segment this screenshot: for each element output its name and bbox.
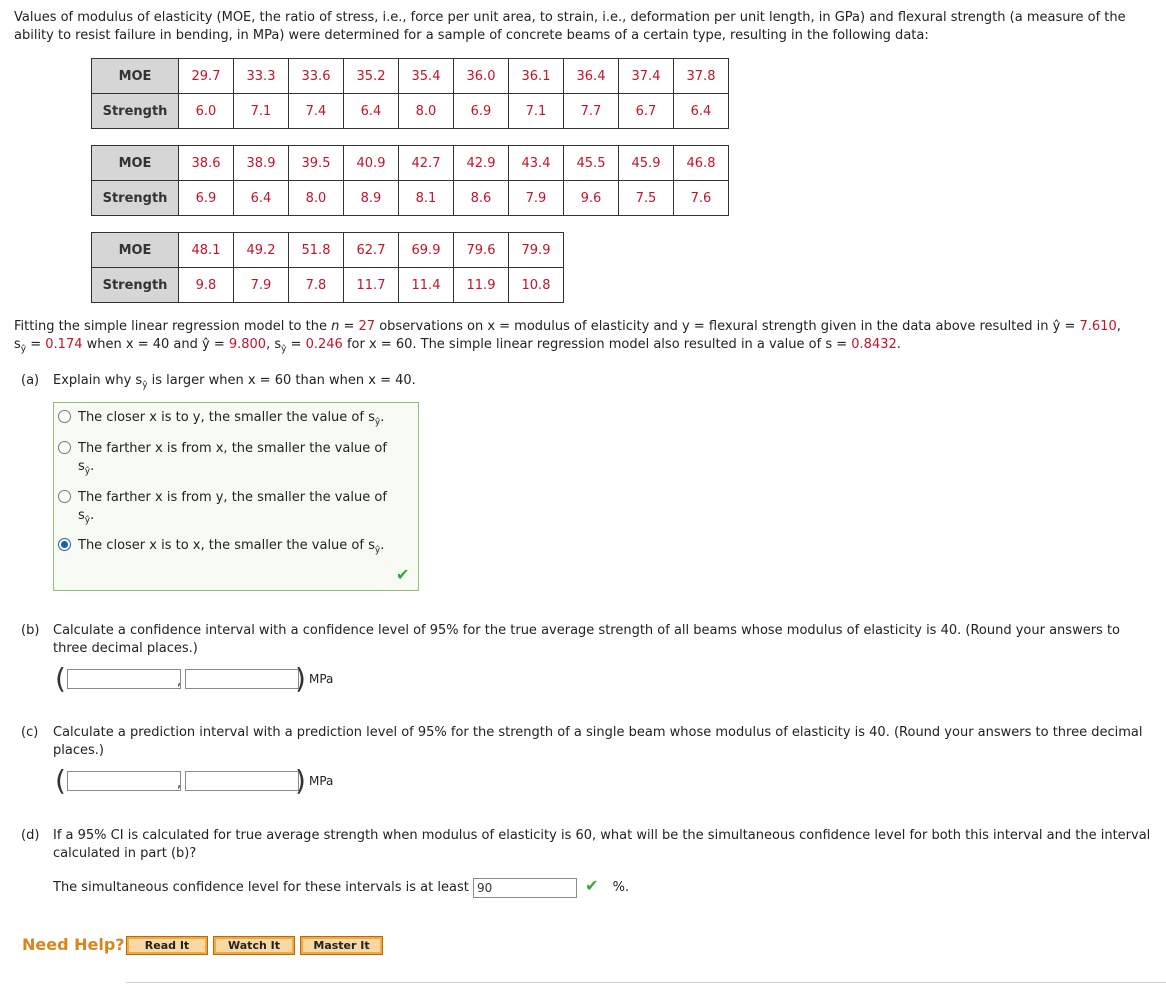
fit-text: when x = 40 and ŷ = — [82, 337, 229, 352]
part-d-answer-line — [53, 877, 1156, 898]
fit-text: , — [1116, 319, 1121, 334]
regression-fit-text — [14, 318, 1154, 359]
subscript: ŷ — [374, 417, 381, 428]
moe-cell: 36.1 — [509, 59, 564, 94]
choice-option-4[interactable] — [58, 537, 398, 560]
master-it-button[interactable] — [300, 936, 383, 955]
choice-option-3[interactable] — [58, 489, 398, 530]
choice-label — [78, 440, 398, 481]
correct-check-icon: ✔ — [585, 876, 599, 895]
button-label: Watch It — [216, 939, 292, 952]
s-yhat-symbol: $s_ŷ$ — [274, 337, 287, 355]
strength-cell: 7.6 — [674, 181, 729, 216]
unit-label: MPa — [309, 774, 334, 788]
part-c-question: Calculate a prediction interval with a prediction level of 95% for the strength of a single beam whose modulus of elasticity is 40. (Round your answers to three decimal places.) — [53, 725, 1143, 758]
choice-text: The farther x is from y, the smaller the value of s — [78, 490, 387, 523]
moe-cell: 79.9 — [509, 233, 564, 268]
s-yhat-60-value: 0.246 — [305, 337, 343, 352]
part-b-label: (b) — [21, 623, 40, 638]
strength-cell: 8.0 — [399, 94, 454, 129]
fit-text: = — [26, 337, 46, 352]
row-header-strength: Strength — [92, 268, 179, 303]
strength-cell: 11.4 — [399, 268, 454, 303]
strength-cell: 9.6 — [564, 181, 619, 216]
simultaneous-level-input[interactable]: 90 — [473, 878, 577, 898]
strength-cell: 6.4 — [674, 94, 729, 129]
row-header-strength: Strength — [92, 94, 179, 129]
strength-cell: 7.9 — [234, 268, 289, 303]
row-header-moe: MOE — [92, 59, 179, 94]
moe-cell: 35.2 — [344, 59, 399, 94]
part-b-question: Calculate a confidence interval with a confidence level of 95% for the true average strength of all beams whose modulus of elasticity is 40. (Round your answers to three decimal places.) — [53, 623, 1121, 656]
s-yhat-40-value: 0.174 — [45, 337, 83, 352]
watch-it-button[interactable] — [213, 936, 295, 955]
moe-cell: 62.7 — [344, 233, 399, 268]
data-table-2 — [91, 145, 729, 216]
strength-cell: 6.7 — [619, 94, 674, 129]
strength-cell: 8.9 — [344, 181, 399, 216]
moe-cell: 40.9 — [344, 146, 399, 181]
data-table-1 — [91, 58, 729, 129]
radio-button-selected[interactable] — [58, 538, 71, 551]
strength-cell: 7.4 — [289, 94, 344, 129]
moe-cell: 36.0 — [454, 59, 509, 94]
choice-text: . — [380, 538, 385, 553]
moe-cell: 45.5 — [564, 146, 619, 181]
moe-cell: 45.9 — [619, 146, 674, 181]
n-value: 27 — [358, 319, 376, 334]
strength-cell: 6.0 — [179, 94, 234, 129]
table-row-strength — [92, 181, 729, 216]
strength-cell: 6.4 — [234, 181, 289, 216]
part-d-question: If a 95% CI is calculated for true average strength when modulus of elasticity is 60, what will be the simultaneous confidence level for both this interval and the interval calculated in part (b)? — [53, 828, 1151, 861]
subscript: ŷ — [84, 515, 91, 526]
moe-cell: 29.7 — [179, 59, 234, 94]
moe-cell: 42.7 — [399, 146, 454, 181]
moe-cell: 35.4 — [399, 59, 454, 94]
part-d — [21, 827, 1156, 898]
radio-button[interactable] — [58, 441, 71, 454]
fit-text: Fitting the simple linear regression model to the — [14, 319, 332, 334]
part-a-choices — [53, 402, 419, 591]
answer-prefix: The simultaneous confidence level for these intervals is at least — [53, 880, 469, 895]
need-help-label: Need Help? — [22, 935, 125, 954]
comma: , — [177, 674, 182, 689]
moe-cell: 79.6 — [454, 233, 509, 268]
moe-cell: 39.5 — [289, 146, 344, 181]
choice-text: The closer x is to x, the smaller the value of s — [78, 538, 375, 553]
data-table-3 — [91, 232, 564, 303]
moe-cell: 38.6 — [179, 146, 234, 181]
read-it-button[interactable] — [126, 936, 208, 955]
choice-text: . — [380, 410, 385, 425]
fit-text: = — [339, 319, 359, 334]
moe-cell: 33.3 — [234, 59, 289, 94]
choice-text: The closer x is to y, the smaller the value of s — [78, 410, 375, 425]
row-header-moe: MOE — [92, 146, 179, 181]
n-symbol: n — [331, 319, 340, 334]
problem-intro: Values of modulus of elasticity (MOE, the ratio of stress, i.e., force per unit area, to strain, i.e., deformation per unit length, in GPa) and flexural strength (a measure of the ability to resist failure in bending, in MPa) were determined for a sample of concrete beams of a certain type, resulting in the following data: — [14, 10, 1126, 43]
bottom-divider — [126, 982, 1166, 983]
strength-cell: 8.1 — [399, 181, 454, 216]
button-label: Master It — [303, 939, 380, 952]
moe-cell: 43.4 — [509, 146, 564, 181]
yhat-60-value: 9.800 — [228, 337, 267, 352]
moe-cell: 51.8 — [289, 233, 344, 268]
fit-text: . — [896, 337, 901, 352]
table-row-moe — [92, 59, 729, 94]
part-a — [21, 372, 1156, 395]
radio-button[interactable] — [58, 490, 71, 503]
part-c — [21, 724, 1156, 760]
part-a-label: (a) — [21, 373, 40, 388]
subscript: ŷ — [142, 380, 148, 391]
moe-cell: 37.4 — [619, 59, 674, 94]
subscript: ŷ — [84, 466, 91, 477]
strength-cell: 8.0 — [289, 181, 344, 216]
moe-cell: 37.8 — [674, 59, 729, 94]
moe-cell: 38.9 — [234, 146, 289, 181]
strength-cell: 10.8 — [509, 268, 564, 303]
choice-option-1[interactable] — [58, 409, 398, 432]
choice-label — [78, 537, 398, 560]
fit-text: = — [286, 337, 306, 352]
moe-cell: 33.6 — [289, 59, 344, 94]
strength-cell: 6.9 — [454, 94, 509, 129]
part-d-label: (d) — [21, 828, 40, 843]
moe-cell: 46.8 — [674, 146, 729, 181]
moe-cell: 48.1 — [179, 233, 234, 268]
row-header-moe: MOE — [92, 233, 179, 268]
row-header-strength: Strength — [92, 181, 179, 216]
close-paren: ) — [295, 764, 306, 797]
choice-label — [78, 409, 398, 432]
s-yhat-symbol: $s_ŷ$ — [14, 337, 27, 355]
percent-label: %. — [612, 880, 630, 895]
part-a-question — [53, 372, 1156, 395]
unit-label: MPa — [309, 672, 334, 686]
strength-cell: 11.9 — [454, 268, 509, 303]
pi-lower-input[interactable] — [67, 771, 181, 791]
s-value: 0.8432 — [851, 337, 897, 352]
part-b — [21, 622, 1156, 658]
choice-option-2[interactable] — [58, 440, 398, 481]
fit-text: for x = 60. The simple linear regression model also resulted in a value of s = — [342, 337, 852, 352]
radio-button[interactable] — [58, 410, 71, 423]
strength-cell: 6.9 — [179, 181, 234, 216]
choice-text: The farther x is from x, the smaller the value of s — [78, 441, 387, 474]
ci-upper-input[interactable] — [185, 669, 299, 689]
strength-cell: 8.6 — [454, 181, 509, 216]
pi-upper-input[interactable] — [185, 771, 299, 791]
strength-cell: 7.7 — [564, 94, 619, 129]
part-c-label: (c) — [21, 725, 39, 740]
strength-cell: 11.7 — [344, 268, 399, 303]
table-row-moe — [92, 146, 729, 181]
strength-cell: 7.5 — [619, 181, 674, 216]
choice-text: . — [90, 459, 95, 474]
fit-text: , — [266, 337, 275, 352]
subscript: ŷ — [374, 545, 381, 556]
moe-cell: 36.4 — [564, 59, 619, 94]
fit-text: observations on x = modulus of elasticity and y = flexural strength given in the data above resulted in ŷ = — [375, 319, 1080, 334]
button-label: Read It — [129, 939, 205, 952]
strength-cell: 7.9 — [509, 181, 564, 216]
moe-cell: 42.9 — [454, 146, 509, 181]
strength-cell: 7.8 — [289, 268, 344, 303]
strength-cell: 7.1 — [509, 94, 564, 129]
question-text: is larger when x = 60 than when x = 40. — [147, 373, 416, 388]
table-row-strength — [92, 268, 564, 303]
close-paren: ) — [295, 662, 306, 695]
table-row-strength — [92, 94, 729, 129]
comma: , — [177, 776, 182, 791]
correct-check-icon: ✔ — [396, 565, 410, 584]
question-text: Explain why s — [53, 373, 143, 388]
moe-cell: 69.9 — [399, 233, 454, 268]
choice-label — [78, 489, 398, 530]
yhat-40-value: 7.610 — [1079, 319, 1117, 334]
moe-cell: 49.2 — [234, 233, 289, 268]
ci-lower-input[interactable] — [67, 669, 181, 689]
open-paren: ( — [55, 662, 66, 695]
choice-text: . — [90, 508, 95, 523]
strength-cell: 6.4 — [344, 94, 399, 129]
strength-cell: 7.1 — [234, 94, 289, 129]
table-row-moe — [92, 233, 564, 268]
strength-cell: 9.8 — [179, 268, 234, 303]
open-paren: ( — [55, 764, 66, 797]
